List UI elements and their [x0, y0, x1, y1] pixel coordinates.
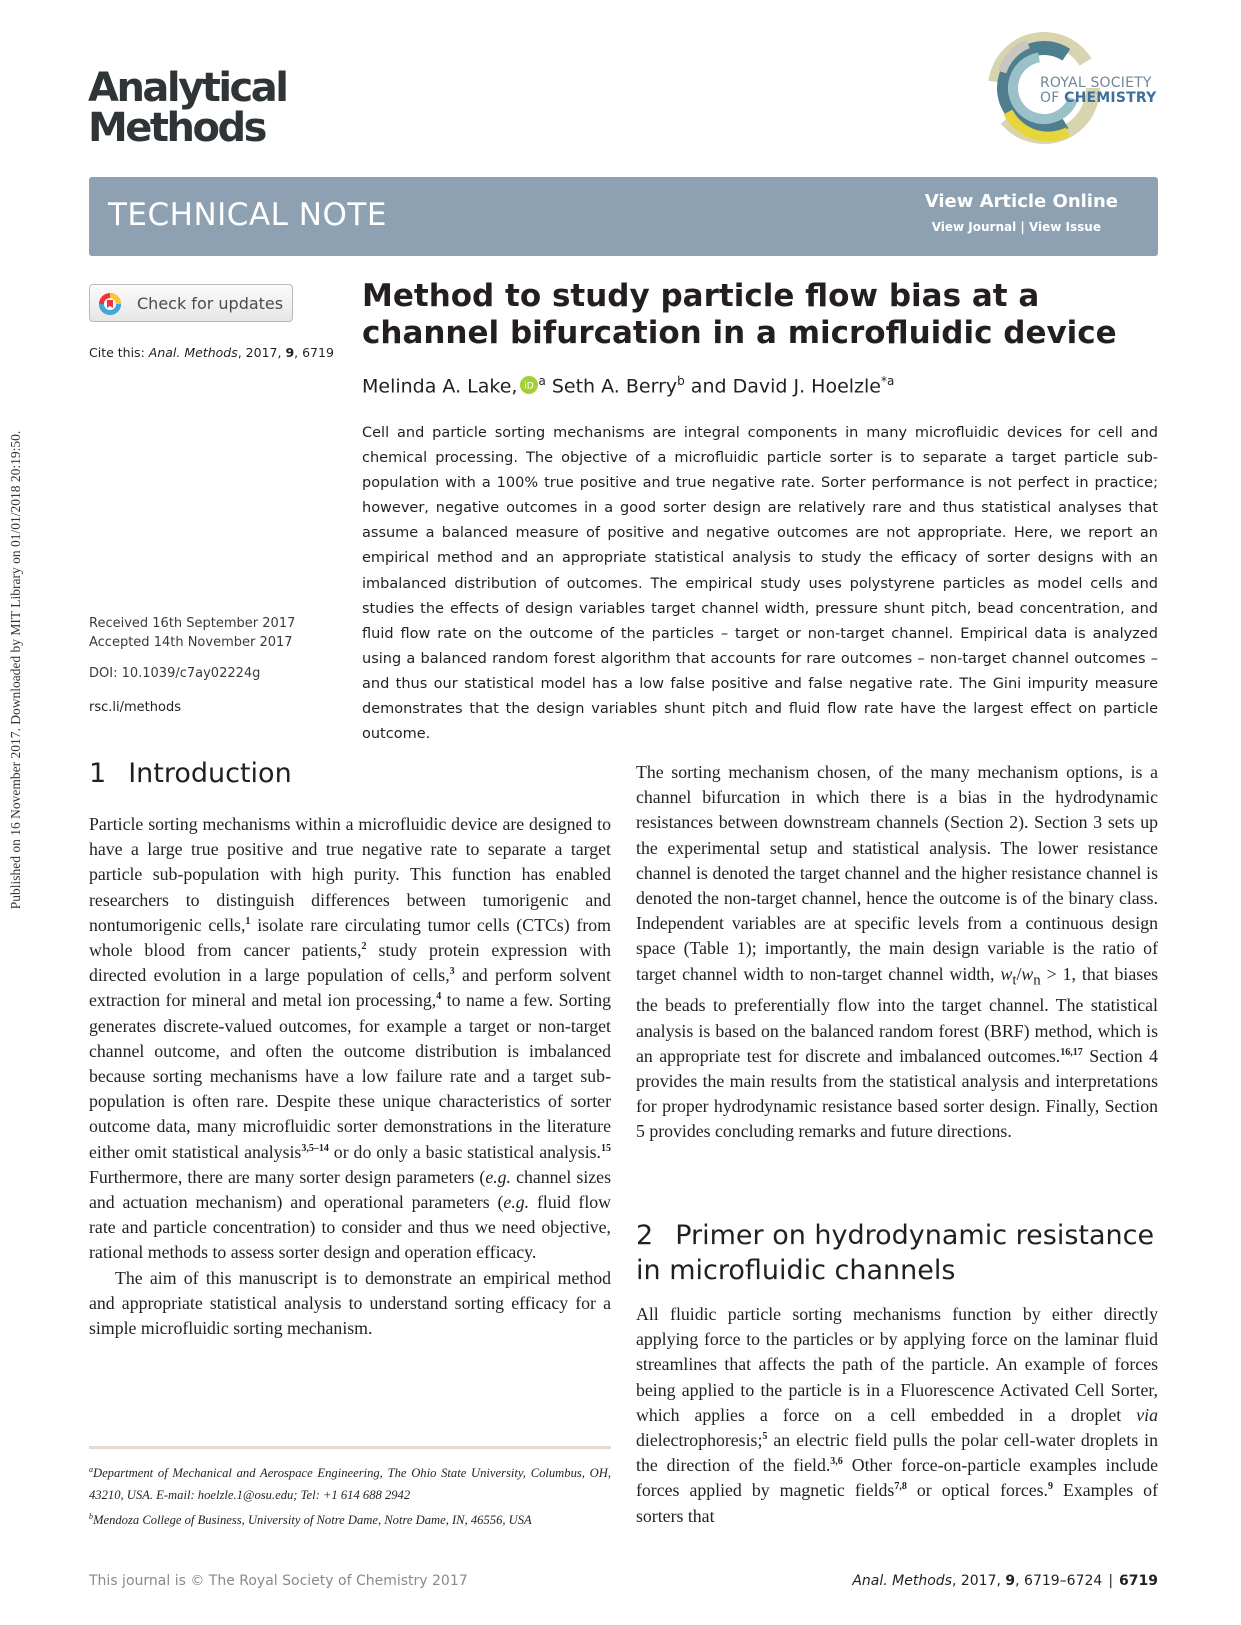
download-note-text: Published on 16 November 2017. Downloaded by MIT Library on 01/01/2018 20:19:50.: [8, 430, 23, 910]
footnote-a: $^a$Department of Mechanical and Aerospace Engineering, The Ohio State University, Columbus, OH, 43210, USA. E-mail: hoelzle.1@osu.edu; Tel: +1 614 688 2942: [89, 1465, 611, 1503]
journal-link[interactable]: rsc.li/methods: [89, 700, 181, 715]
footnote-divider: [89, 1446, 611, 1449]
publisher-name: ROYAL SOCIETY OF CHEMISTRY: [1040, 75, 1157, 106]
author-3: and David J. Hoelzle: [684, 375, 881, 398]
section-1-heading: 1 Introduction: [89, 758, 292, 789]
article-dates: [89, 614, 295, 652]
view-links: View Journal | View Issue: [931, 220, 1101, 234]
intro-paragraph-3: The sorting mechanism chosen, of the many mechanism options, is a channel bifurcation in which there is a bias in the hydrodynamic resistances between downstream channels (Section 2). Section 3 sets up the experimental setup and statistical analysis. The lower resistance channel is denoted the target channel and the higher resistance channel is denoted the non-target channel, hence the outcome is of the binary class. Independent variables are at specific levels from a continuous design space (Table 1); importantly, the main design variable is the ratio of target channel width to non-target channel width, $w_t/w_n > 1$, that biases the beads to preferentially flow into the target channel. The statistical analysis is based on the balanced random forest (BRF) method, which is an appropriate test for discrete and imbalanced outcomes.$^{16,17}$ Section 4 provides the main results from the statistical analysis and interpretations for proper hydrodynamic resistance based sorter design. Finally, Section 5 provides concluding remarks and future directions.: [636, 762, 1159, 1142]
intro-paragraph-1: Particle sorting mechanisms within a microfluidic device are designed to have a large true positive and true negative rate to separate a target particle sub-population with high purity. This function has enabled researchers to distinguish differences between tumorigenic and nontumorigenic cells,$^1$ isolate rare circulating tumor cells (CTCs) from whole blood from cancer patients,$^2$ study protein expression with directed evolution in a large population of cells,$^3$ and perform solvent extraction for mineral and metal ion processing,$^4$ to name a few. Sorting generates discrete-valued outcomes, for example a target or non-target channel outcome, and often the outcome distribution is imbalanced because sorting mechanisms have a low failure rate and a target sub-population is often rare. Despite these unique characteristics of sorter outcome data, many microfluidic sorter demonstrations in the literature either omit statistical analysis$^{3,5-14}$ or do only a basic statistical analysis.$^{15}$ Furthermore, there are many sorter design parameters (e.g. channel sizes and actuation mechanism) and operational parameters (e.g. fluid flow rate and particle concentration) to consider and thus we need objective, rational methods to assess sorter design and operation efficacy.: [89, 814, 612, 1263]
check-updates-label: Check for updates: [137, 294, 284, 313]
journal-name-line2: Methods: [88, 105, 265, 151]
intro-paragraph-2: The aim of this manuscript is to demonstrate an empirical method and appropriate statistical analysis to understand sorting efficacy for a simple microfluidic sorting mechanism.: [89, 1267, 611, 1339]
abstract: Cell and particle sorting mechanisms are integral components in many microfluidic devices for cell and chemical processing. The objective of a microfluidic particle sorter is to separate a target particle sub-population with a 100% true positive and true negative rate. Sorter performance is not perfect in practice; however, negative outcomes in a good sorter design are relatively rare and thus statistical analyses that assume a balanced measure of positive and negative outcomes are not appropriate. Here, we report an empirical method and an appropriate statistical analysis to study the efficacy of sorter designs with an imbalanced distribution of outcomes. The empirical study uses polystyrene particles as model cells and studies the effects of design variables target channel width, pressure shunt pitch, bead concentration, and fluid flow rate on the outcome of the particles – target or non-target channel. Empirical data is analyzed using a balanced random forest algorithm that accounts for rare outcomes – non-target channel outcomes – and thus our statistical model has a low false positive and false negative rate. The Gini impurity measure demonstrates that the design variables shunt pitch and fluid flow rate have the largest effect on particle outcome.: [362, 425, 1158, 743]
doi[interactable]: DOI: 10.1039/c7ay02224g: [89, 666, 261, 681]
article-type-banner: [89, 177, 1158, 256]
affiliation-footnotes: [89, 1459, 611, 1531]
author-list: Melinda A. Lake, iD $^a$ Seth A. Berry$^b$ and David J. Hoelzle$^{*a}$: [362, 374, 895, 398]
citation: Cite this: Anal. Methods, 2017, 9, 6719: [89, 345, 334, 360]
article-type: TECHNICAL NOTE: [108, 197, 387, 233]
view-article-online-link[interactable]: View Article Online: [924, 191, 1118, 212]
introduction-continued: [636, 760, 1158, 1145]
accepted-date: Accepted 14th November 2017: [89, 635, 293, 650]
sec2-paragraph-1: All fluidic particle sorting mechanisms function by either directly applying force to the particles or by applying force on the laminar fluid streamlines that affects the path of the particle. An example of forces being applied to the particle is in a Fluorescence Activated Cell Sorter, which applies a force on a cell embedded in a droplet via dielectrophoresis;$^5$ an electric field pulls the polar cell-water droplets in the direction of the field.$^{3,6}$ Other force-on-particle examples include forces applied by magnetic fields$^{7,8}$ or optical forces.$^9$ Examples of sorters that: [636, 1304, 1158, 1526]
view-journal-link[interactable]: View Journal: [931, 220, 1017, 234]
svg-text:iD: iD: [524, 381, 535, 392]
introduction-text: [89, 812, 611, 1341]
page-number: 6719: [1119, 1573, 1158, 1589]
author-2: Seth A. Berry: [545, 375, 678, 398]
received-date: Received 16th September 2017: [89, 616, 296, 631]
orcid-icon[interactable]: [520, 376, 538, 394]
footer-citation: Anal. Methods, 2017, 9, 6719–6724 | 6719: [852, 1573, 1158, 1589]
footer-copyright: This journal is © The Royal Society of Chemistry 2017: [89, 1573, 468, 1589]
journal-logo[interactable]: [88, 65, 287, 151]
crossmark-icon: [98, 292, 122, 316]
download-side-note: [6, 370, 26, 970]
article-title: Method to study particle flow bias at a channel bifurcation in a microfluidic device: [362, 278, 1117, 351]
journal-name-line1: Analytical: [88, 65, 287, 111]
section-2-heading: 2 Primer on hydrodynamic resistance in microfluidic channels: [636, 1220, 1155, 1286]
footnote-b: $^b$Mendoza College of Business, University of Notre Dame, Notre Dame, IN, 46556, USA: [89, 1512, 532, 1528]
view-issue-link[interactable]: View Issue: [1028, 220, 1101, 234]
check-for-updates-button[interactable]: [89, 284, 293, 322]
section-2-text: [636, 1302, 1158, 1529]
author-1: Melinda A. Lake,: [362, 375, 518, 398]
